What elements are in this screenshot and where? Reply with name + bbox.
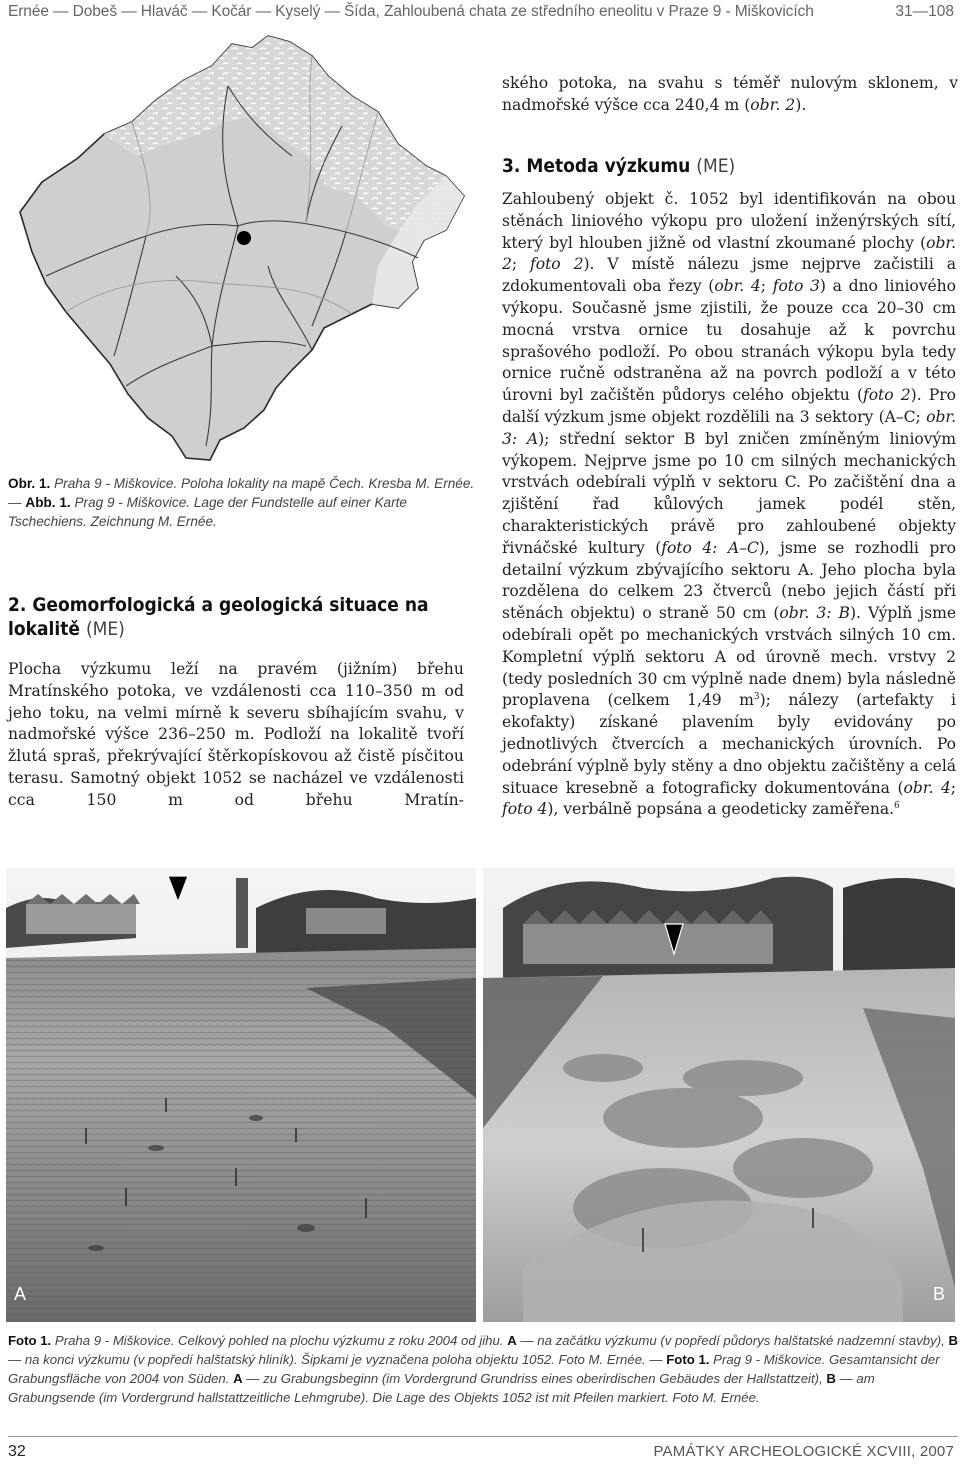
terraced-houses <box>523 924 773 964</box>
figure-ref: obr. 3: A <box>502 407 956 448</box>
section-2-continuation <box>502 73 958 117</box>
journal-title: PAMÁTKY ARCHEOLOGICKÉ XCVIII, 2007 <box>653 1443 954 1460</box>
figure-ref: foto 2 <box>863 386 911 405</box>
photo-caption-b-label: B <box>948 1333 958 1348</box>
photo-a-image <box>6 868 476 1322</box>
photo-caption-a-label: A <box>507 1333 517 1348</box>
figure-ref: foto 2 <box>530 255 584 274</box>
map-caption-text-de: Prag 9 - Miškovice. Lage der Fundstelle auf einer Karte Tschechiens. Zeichnung M. Ernée. <box>8 495 407 529</box>
section-3-heading <box>502 154 958 178</box>
section-2-body <box>8 659 464 812</box>
running-header <box>8 3 954 25</box>
text-run: ). V místě nálezu jsme nejprve začistili a zdokumentovali oba řezy ( <box>502 255 956 296</box>
photo-caption-label-de: Foto 1. <box>666 1352 710 1367</box>
continuation-paragraph <box>502 73 958 117</box>
section-3-paragraph <box>502 189 956 821</box>
section-2-paragraph: Plocha výzkumu leží na pravém (jižním) břehu Mratínského potoka, ve vzdálenosti cca 110–350 m od jeho toku, na velmi mírně k severu sbíhajícím svahu, v nadmořské výšce 236–250 m. Podloží na lokalitě tvoří žlutá spraš, překrývající štěrkopískovou až čistě písčitou terasu. Samotný objekt 1052 se nacházel ve vzdálenosti cca 150 m od břehu Mratín- <box>8 660 464 809</box>
section-2-heading <box>8 593 478 641</box>
map-caption-text-cz: Praha 9 - Miškovice. Poloha lokality na mapě Čech. Kresba M. Ernée. <box>54 476 475 491</box>
section-2-author-tag: (ME) <box>85 618 125 640</box>
photo-a-letter: A <box>14 1284 27 1304</box>
photo-caption-de-b-label: B <box>826 1371 836 1386</box>
section-3-title: 3. Metoda výzkumu <box>502 155 691 177</box>
photo-a-excavation-start <box>6 868 476 1322</box>
photo-caption-de-b-text: — am Grabungsende (im Vordergrund hallstattzeitliche Lehmgrube). Die Lage des Objekts 1052 ist mit Pfeilen markiert. Foto M. Ernée. <box>8 1371 875 1405</box>
photo-b-image <box>483 868 955 1322</box>
figure-ref: obr. 4 <box>903 778 951 797</box>
figure-ref: foto 4: A–C <box>661 538 759 557</box>
chimney <box>236 878 248 948</box>
map-caption <box>8 474 476 531</box>
text-run: ; <box>950 778 956 797</box>
text-run: ); střední sektor B byl zničen zmíněným liniovým výkopem. Nejprve jsme po 10 cm silných mechanických vrstvách odebírali výplň v sektoru C. Po začištění dna a zjištění řad kůlových jamek podél stěn, charakteristických právě pro zahloubené objekty řivnáčské kultury ( <box>502 429 957 557</box>
figure-ref: obr. 3: B <box>779 604 850 623</box>
text-run: ; <box>760 277 773 296</box>
text-run: ). Pro další výzkum jsme objekt rozdělili na 3 sektory (A–C; <box>502 386 956 426</box>
running-header-pages: 31—108 <box>895 3 954 20</box>
photo-caption-de-a-text: — zu Grabungsbeginn (im Vordergrund Grundriss eines oberirdischen Gebäudes der Hallstattzeit), <box>246 1371 823 1386</box>
text-run: Zahloubený objekt č. 1052 byl identifikován na obou stěnách liniového výkopu pro uložení inženýrských sítí, který byl hlouben jižně od vlastní zkoumané plochy ( <box>502 190 956 252</box>
footer-divider <box>8 1436 958 1437</box>
photo-caption-intro-cz: Praha 9 - Miškovice. Celkový pohled na plochu výzkumu z roku 2004 od jihu. <box>54 1333 504 1348</box>
photo-caption-a-text: — na začátku výzkumu (v popředí půdorys halštatské nadzemní stavby), <box>520 1333 945 1348</box>
text-run: ), verbálně popsána a geodeticky zaměřena. <box>547 800 895 819</box>
text-run: ), jsme se rozhodli pro detailní výzkum zbývajícího sektoru A. Jeho plocha byla rozdělena do celkem 23 čtverců (nebo jejich částí při stěnách objektu) o straně 50 cm ( <box>502 538 957 623</box>
figure-ref: obr. 4 <box>714 277 761 296</box>
figure-ref: foto 3 <box>772 277 820 296</box>
houses-row <box>26 904 136 934</box>
photo-b-letter: B <box>933 1284 946 1304</box>
text-run: ). Výplň jsme odebírali opět po mechanických vrstvách silných 10 cm. Kompletní výplň sektoru A od úrovně mech. vrstvy 2 (tedy posledních 30 cm výplně nade dnem) byla následně proplavena (celkem 1,49 m <box>502 604 956 710</box>
page-number: 32 <box>8 1443 26 1460</box>
map-caption-dash: — <box>8 495 22 510</box>
section-3-author-tag: (ME) <box>696 155 736 177</box>
continuation-end: ). <box>795 95 807 114</box>
figure-ref: obr. 2 <box>750 95 796 114</box>
section-2-title: 2. Geomorfologická a geologická situace na lokalitě <box>8 594 429 640</box>
footnote-ref: 6 <box>894 801 900 812</box>
photo-caption-de-a-label: A <box>233 1371 243 1386</box>
continuation-text: ského potoka, na svahu s téměř nulovým sklonem, v nadmořské výšce cca 240,4 m ( <box>502 74 958 114</box>
photo-b-excavation-end <box>483 868 955 1322</box>
superscript: 3 <box>753 692 760 703</box>
photo-caption-intro-de: Prag 9 - Miškovice. Gesamtansicht der Grabungsfläche von 2004 von Süden. <box>8 1352 940 1386</box>
figure-ref: obr. 2 <box>502 233 956 274</box>
site-location-marker <box>237 231 251 245</box>
figure-ref: foto 4 <box>502 800 548 819</box>
text-run: ) a dno liniového výkopu. Současně jsme zjistili, že pouze cca 20–30 cm mocná vrstva ornice tu dosahuje až k povrchu sprašového podloží. Po obou stranách výkopu byla tedy ornice ručně odstraněna až na povrch podloží a v této úrovni byl začištěn půdorys celého objektu ( <box>502 277 956 405</box>
running-header-authors: Ernée — Dobeš — Hlaváč — Kočár — Kyselý — Šída, Zahloubená chata ze středního eneolitu v Praze 9 - Miškovicích <box>8 3 814 20</box>
photo-caption-b-text: — na konci výzkumu (v popředí halštatský hliník). Šipkami je vyznačena poloha objektu 1052. Foto M. Ernée. — <box>8 1352 663 1367</box>
photo-caption-label: Foto 1. <box>8 1333 52 1348</box>
text-run: ; <box>511 255 531 274</box>
map-of-czech-lands <box>6 26 470 484</box>
map-caption-label: Obr. 1. <box>8 476 51 491</box>
photo-caption <box>8 1331 958 1407</box>
section-3-body <box>502 189 956 821</box>
text-run: ); nálezy (artefakty i ekofakty) získané plavením byly evidovány po jednotlivých čtvercích a mechanických úrovních. Po odebrání výplně byly stěny a dno objektu začištěny a celá situace kresebně a fotograficky dokumentována ( <box>502 691 956 797</box>
map-caption-label-de: Abb. 1. <box>25 495 71 510</box>
